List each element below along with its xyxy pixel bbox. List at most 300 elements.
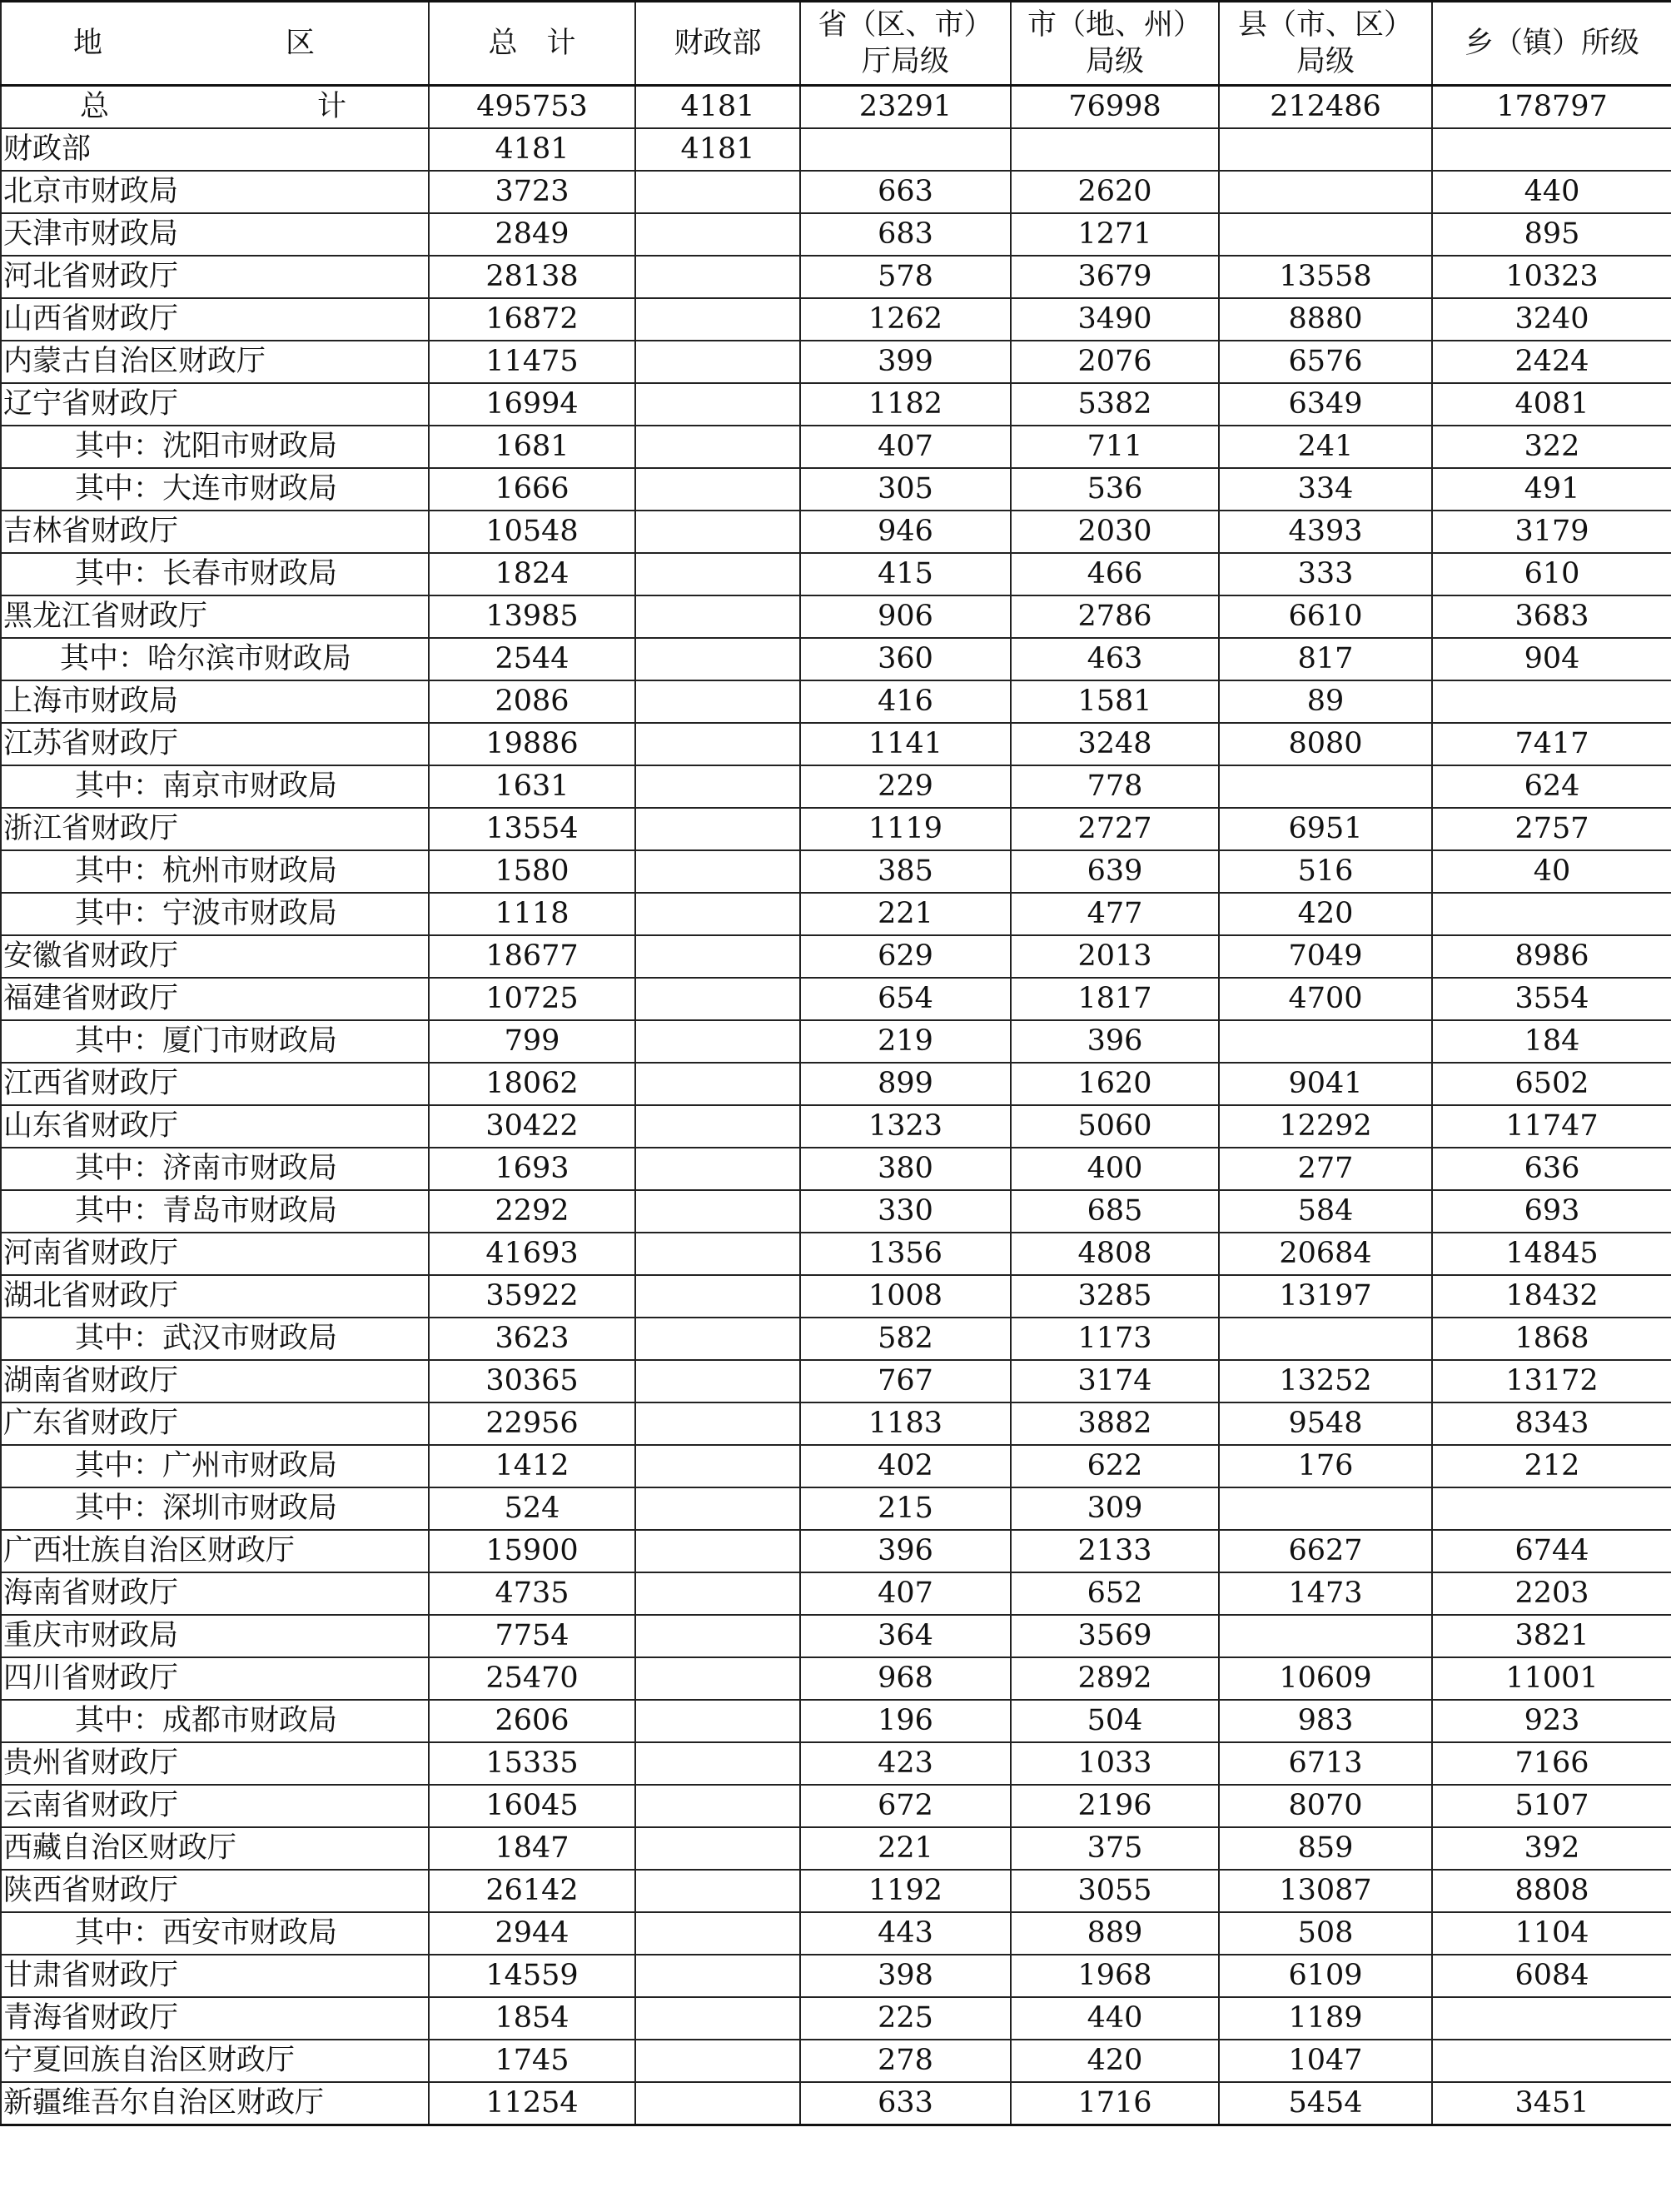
value-cell: 2133 [1011,1530,1219,1572]
table-row [1,1912,1671,1955]
value-cell: 178797 [1432,86,1671,129]
value-cell [635,553,800,595]
value-cell: 663 [800,171,1011,213]
value-cell: 305 [800,468,1011,511]
value-cell: 8080 [1219,723,1432,765]
value-cell: 3174 [1011,1360,1219,1402]
value-cell: 11001 [1432,1657,1671,1700]
value-cell: 1693 [429,1148,635,1190]
value-cell: 9041 [1219,1063,1432,1105]
value-cell: 2849 [429,213,635,256]
value-cell: 1182 [800,383,1011,426]
value-cell: 946 [800,511,1011,553]
value-cell [635,171,800,213]
region-name-cell: 其中：大连市财政局 [1,468,429,511]
region-name-cell: 山东省财政厅 [1,1105,429,1148]
header-county: 县（市、区） 局级 [1219,2,1432,86]
value-cell: 1745 [429,2040,635,2082]
value-cell: 407 [800,426,1011,468]
value-cell: 2292 [429,1190,635,1233]
table-row [1,1445,1671,1487]
table-row [1,171,1671,213]
value-cell: 3569 [1011,1615,1219,1657]
value-cell: 3451 [1432,2082,1671,2125]
value-cell: 629 [800,935,1011,978]
table-row [1,468,1671,511]
table-row [1,1700,1671,1742]
header-provincial: 省（区、市） 厅局级 [800,2,1011,86]
header-municipal: 市（地、州） 局级 [1011,2,1219,86]
value-cell [635,1105,800,1148]
value-cell: 799 [429,1020,635,1063]
value-cell: 3240 [1432,298,1671,341]
table-row [1,256,1671,298]
region-name-cell: 其中：哈尔滨市财政局 [1,638,429,680]
value-cell: 13985 [429,595,635,638]
value-cell: 1104 [1432,1912,1671,1955]
value-cell [635,1827,800,1870]
region-name-cell: 其中：广州市财政局 [1,1445,429,1487]
region-name-cell: 陕西省财政厅 [1,1870,429,1912]
value-cell: 89 [1219,680,1432,723]
value-cell: 2030 [1011,511,1219,553]
value-cell [1219,1615,1432,1657]
region-name-cell: 重庆市财政局 [1,1615,429,1657]
value-cell: 1968 [1011,1955,1219,1997]
value-cell: 18432 [1432,1275,1671,1318]
value-cell: 3683 [1432,595,1671,638]
value-cell: 524 [429,1487,635,1530]
value-cell: 322 [1432,426,1671,468]
value-cell: 817 [1219,638,1432,680]
region-name-cell: 青海省财政厅 [1,1997,429,2040]
value-cell: 1119 [800,808,1011,850]
value-cell: 6951 [1219,808,1432,850]
value-cell: 633 [800,2082,1011,2125]
value-cell: 2727 [1011,808,1219,850]
value-cell: 477 [1011,893,1219,935]
value-cell: 1033 [1011,1742,1219,1785]
value-cell: 3882 [1011,1402,1219,1445]
value-cell: 215 [800,1487,1011,1530]
table-row [1,1742,1671,1785]
value-cell [635,1275,800,1318]
value-cell: 654 [800,978,1011,1020]
value-cell: 2424 [1432,341,1671,383]
value-cell: 14559 [429,1955,635,1997]
value-cell: 8808 [1432,1870,1671,1912]
header-region: 地 区 [1,2,429,86]
value-cell [635,1572,800,1615]
value-cell: 2076 [1011,341,1219,383]
value-cell: 396 [1011,1020,1219,1063]
region-name-cell: 其中：西安市财政局 [1,1912,429,1955]
value-cell [635,680,800,723]
value-cell: 7417 [1432,723,1671,765]
value-cell: 1173 [1011,1318,1219,1360]
value-cell: 3285 [1011,1275,1219,1318]
region-name-cell: 其中：深圳市财政局 [1,1487,429,1530]
table-row [1,298,1671,341]
value-cell: 241 [1219,426,1432,468]
value-cell: 906 [800,595,1011,638]
value-cell: 2786 [1011,595,1219,638]
value-cell: 516 [1219,850,1432,893]
value-cell: 10548 [429,511,635,553]
value-cell: 5060 [1011,1105,1219,1148]
value-cell [1432,2040,1671,2082]
value-cell: 6627 [1219,1530,1432,1572]
value-cell: 420 [1011,2040,1219,2082]
value-cell [635,765,800,808]
value-cell: 6744 [1432,1530,1671,1572]
value-cell: 4700 [1219,978,1432,1020]
value-cell: 4181 [635,86,800,129]
value-cell: 7166 [1432,1742,1671,1785]
value-cell [635,1487,800,1530]
value-cell: 889 [1011,1912,1219,1955]
table-row [1,1318,1671,1360]
value-cell: 624 [1432,765,1671,808]
value-cell [1432,128,1671,171]
value-cell [635,893,800,935]
value-cell: 8343 [1432,1402,1671,1445]
value-cell: 334 [1219,468,1432,511]
table-row [1,1955,1671,1997]
value-cell: 20684 [1219,1233,1432,1275]
total-row [1,86,1671,129]
table-row [1,680,1671,723]
value-cell: 2203 [1432,1572,1671,1615]
value-cell: 1716 [1011,2082,1219,2125]
table-row [1,638,1671,680]
value-cell: 6502 [1432,1063,1671,1105]
value-cell: 440 [1011,1997,1219,2040]
value-cell: 622 [1011,1445,1219,1487]
region-name-cell: 浙江省财政厅 [1,808,429,850]
value-cell [1219,1487,1432,1530]
table-row [1,595,1671,638]
value-cell [1432,893,1671,935]
table-row [1,723,1671,765]
table-row [1,213,1671,256]
value-cell: 400 [1011,1148,1219,1190]
region-name-cell: 甘肃省财政厅 [1,1955,429,1997]
value-cell: 76998 [1011,86,1219,129]
region-name-cell: 黑龙江省财政厅 [1,595,429,638]
value-cell: 6576 [1219,341,1432,383]
value-cell: 6713 [1219,1742,1432,1785]
value-cell: 1868 [1432,1318,1671,1360]
table-row [1,1615,1671,1657]
value-cell: 1356 [800,1233,1011,1275]
table-row [1,511,1671,553]
value-cell: 399 [800,341,1011,383]
table-row [1,893,1671,935]
value-cell: 683 [800,213,1011,256]
value-cell: 9548 [1219,1402,1432,1445]
table-row [1,1148,1671,1190]
value-cell: 420 [1219,893,1432,935]
value-cell: 184 [1432,1020,1671,1063]
value-cell: 2620 [1011,171,1219,213]
value-cell: 364 [800,1615,1011,1657]
value-cell [635,978,800,1020]
value-cell: 14845 [1432,1233,1671,1275]
table-row [1,1275,1671,1318]
value-cell: 2544 [429,638,635,680]
table-row [1,128,1671,171]
table-row [1,850,1671,893]
value-cell: 13554 [429,808,635,850]
value-cell [1219,128,1432,171]
value-cell: 10609 [1219,1657,1432,1700]
value-cell [1219,1318,1432,1360]
value-cell: 899 [800,1063,1011,1105]
value-cell: 536 [1011,468,1219,511]
value-cell: 2757 [1432,808,1671,850]
value-cell: 15900 [429,1530,635,1572]
value-cell: 578 [800,256,1011,298]
value-cell: 923 [1432,1700,1671,1742]
value-cell: 277 [1219,1148,1432,1190]
region-name-cell: 辽宁省财政厅 [1,383,429,426]
value-cell: 2606 [429,1700,635,1742]
value-cell: 8986 [1432,935,1671,978]
table-row [1,935,1671,978]
table-row [1,1870,1671,1912]
value-cell: 859 [1219,1827,1432,1870]
region-name-cell: 福建省财政厅 [1,978,429,1020]
value-cell: 13197 [1219,1275,1432,1318]
value-cell: 7754 [429,1615,635,1657]
value-cell: 25470 [429,1657,635,1700]
value-cell: 693 [1432,1190,1671,1233]
table-row [1,2082,1671,2125]
value-cell [635,1063,800,1105]
value-cell: 380 [800,1148,1011,1190]
value-cell: 423 [800,1742,1011,1785]
value-cell: 16872 [429,298,635,341]
value-cell: 10725 [429,978,635,1020]
region-name-cell: 西藏自治区财政厅 [1,1827,429,1870]
value-cell: 8880 [1219,298,1432,341]
region-name-cell: 河南省财政厅 [1,1233,429,1275]
value-cell: 19886 [429,723,635,765]
table-header [1,2,1671,86]
table-row [1,808,1671,850]
value-cell [635,1997,800,2040]
table-row [1,1530,1671,1572]
value-cell [635,1785,800,1827]
value-cell: 584 [1219,1190,1432,1233]
value-cell: 16045 [429,1785,635,1827]
region-name-cell: 其中：沈阳市财政局 [1,426,429,468]
value-cell [635,383,800,426]
value-cell: 1581 [1011,680,1219,723]
table-row [1,1487,1671,1530]
value-cell: 3055 [1011,1870,1219,1912]
value-cell [635,1318,800,1360]
value-cell [635,1190,800,1233]
table-row [1,1020,1671,1063]
value-cell: 330 [800,1190,1011,1233]
value-cell: 3490 [1011,298,1219,341]
region-name-cell: 江苏省财政厅 [1,723,429,765]
value-cell: 7049 [1219,935,1432,978]
value-cell: 221 [800,1827,1011,1870]
region-name-cell: 其中：长春市财政局 [1,553,429,595]
value-cell: 3821 [1432,1615,1671,1657]
value-cell: 1854 [429,1997,635,2040]
table-row [1,1063,1671,1105]
value-cell: 5454 [1219,2082,1432,2125]
value-cell: 221 [800,893,1011,935]
value-cell: 11475 [429,341,635,383]
value-cell: 3554 [1432,978,1671,1020]
value-cell: 3179 [1432,511,1671,553]
value-cell [635,1360,800,1402]
table-row [1,1190,1671,1233]
value-cell [635,1233,800,1275]
region-name-cell: 江西省财政厅 [1,1063,429,1105]
value-cell: 12292 [1219,1105,1432,1148]
region-name-cell: 云南省财政厅 [1,1785,429,1827]
value-cell: 333 [1219,553,1432,595]
value-cell: 8070 [1219,1785,1432,1827]
value-cell [635,638,800,680]
value-cell: 1189 [1219,1997,1432,2040]
value-cell: 40 [1432,850,1671,893]
value-cell: 495753 [429,86,635,129]
value-cell: 1118 [429,893,635,935]
value-cell: 13087 [1219,1870,1432,1912]
value-cell [635,341,800,383]
value-cell: 1047 [1219,2040,1432,2082]
value-cell: 1141 [800,723,1011,765]
table-row [1,1105,1671,1148]
region-name-cell: 广东省财政厅 [1,1402,429,1445]
table-row [1,341,1671,383]
value-cell: 1183 [800,1402,1011,1445]
value-cell [635,511,800,553]
region-name-cell: 湖北省财政厅 [1,1275,429,1318]
value-cell [635,1955,800,1997]
value-cell: 416 [800,680,1011,723]
value-cell: 463 [1011,638,1219,680]
value-cell: 1580 [429,850,635,893]
value-cell [635,1615,800,1657]
region-name-cell: 吉林省财政厅 [1,511,429,553]
region-name-cell: 其中：成都市财政局 [1,1700,429,1742]
table-row [1,1827,1671,1870]
value-cell: 1473 [1219,1572,1432,1615]
value-cell: 375 [1011,1827,1219,1870]
table-row [1,383,1671,426]
region-name-cell: 财政部 [1,128,429,171]
region-name-cell: 四川省财政厅 [1,1657,429,1700]
value-cell: 1008 [800,1275,1011,1318]
value-cell: 11747 [1432,1105,1671,1148]
table-row [1,1997,1671,2040]
value-cell: 2944 [429,1912,635,1955]
value-cell: 672 [800,1785,1011,1827]
value-cell: 4735 [429,1572,635,1615]
value-cell: 16994 [429,383,635,426]
value-cell: 1262 [800,298,1011,341]
region-name-cell: 新疆维吾尔自治区财政厅 [1,2082,429,2125]
value-cell: 30365 [429,1360,635,1402]
value-cell: 196 [800,1700,1011,1742]
value-cell: 3679 [1011,256,1219,298]
value-cell: 6610 [1219,595,1432,638]
region-name-cell: 其中：青岛市财政局 [1,1190,429,1233]
value-cell: 15335 [429,1742,635,1785]
value-cell: 767 [800,1360,1011,1402]
table-row [1,2040,1671,2082]
value-cell: 11254 [429,2082,635,2125]
value-cell [635,1020,800,1063]
value-cell: 360 [800,638,1011,680]
region-name-cell: 其中：济南市财政局 [1,1148,429,1190]
region-name-cell: 其中：南京市财政局 [1,765,429,808]
value-cell: 582 [800,1318,1011,1360]
table-row [1,553,1671,595]
value-cell [635,1870,800,1912]
value-cell: 1631 [429,765,635,808]
region-name-cell: 安徽省财政厅 [1,935,429,978]
value-cell: 1817 [1011,978,1219,1020]
region-name-cell: 上海市财政局 [1,680,429,723]
value-cell: 176 [1219,1445,1432,1487]
value-cell: 229 [800,765,1011,808]
value-cell: 685 [1011,1190,1219,1233]
table-row [1,765,1671,808]
value-cell [635,1742,800,1785]
value-cell [1219,171,1432,213]
value-cell: 18062 [429,1063,635,1105]
region-name-cell: 河北省财政厅 [1,256,429,298]
region-name-cell: 其中：武汉市财政局 [1,1318,429,1360]
value-cell: 415 [800,553,1011,595]
region-name-cell: 其中：宁波市财政局 [1,893,429,935]
value-cell [635,1530,800,1572]
value-cell: 1412 [429,1445,635,1487]
value-cell: 4808 [1011,1233,1219,1275]
table-row [1,426,1671,468]
value-cell: 904 [1432,638,1671,680]
value-cell [635,850,800,893]
value-cell [635,723,800,765]
value-cell: 2086 [429,680,635,723]
value-cell: 778 [1011,765,1219,808]
value-cell [1432,680,1671,723]
value-cell [635,1912,800,1955]
region-name-cell: 山西省财政厅 [1,298,429,341]
value-cell: 2013 [1011,935,1219,978]
region-name-cell: 北京市财政局 [1,171,429,213]
value-cell [635,256,800,298]
value-cell: 968 [800,1657,1011,1700]
value-cell [800,128,1011,171]
value-cell [1432,1997,1671,2040]
value-cell: 1323 [800,1105,1011,1148]
value-cell: 3723 [429,171,635,213]
value-cell: 35922 [429,1275,635,1318]
value-cell: 398 [800,1955,1011,1997]
region-name-cell: 总 计 [1,86,429,129]
region-name-cell: 湖南省财政厅 [1,1360,429,1402]
